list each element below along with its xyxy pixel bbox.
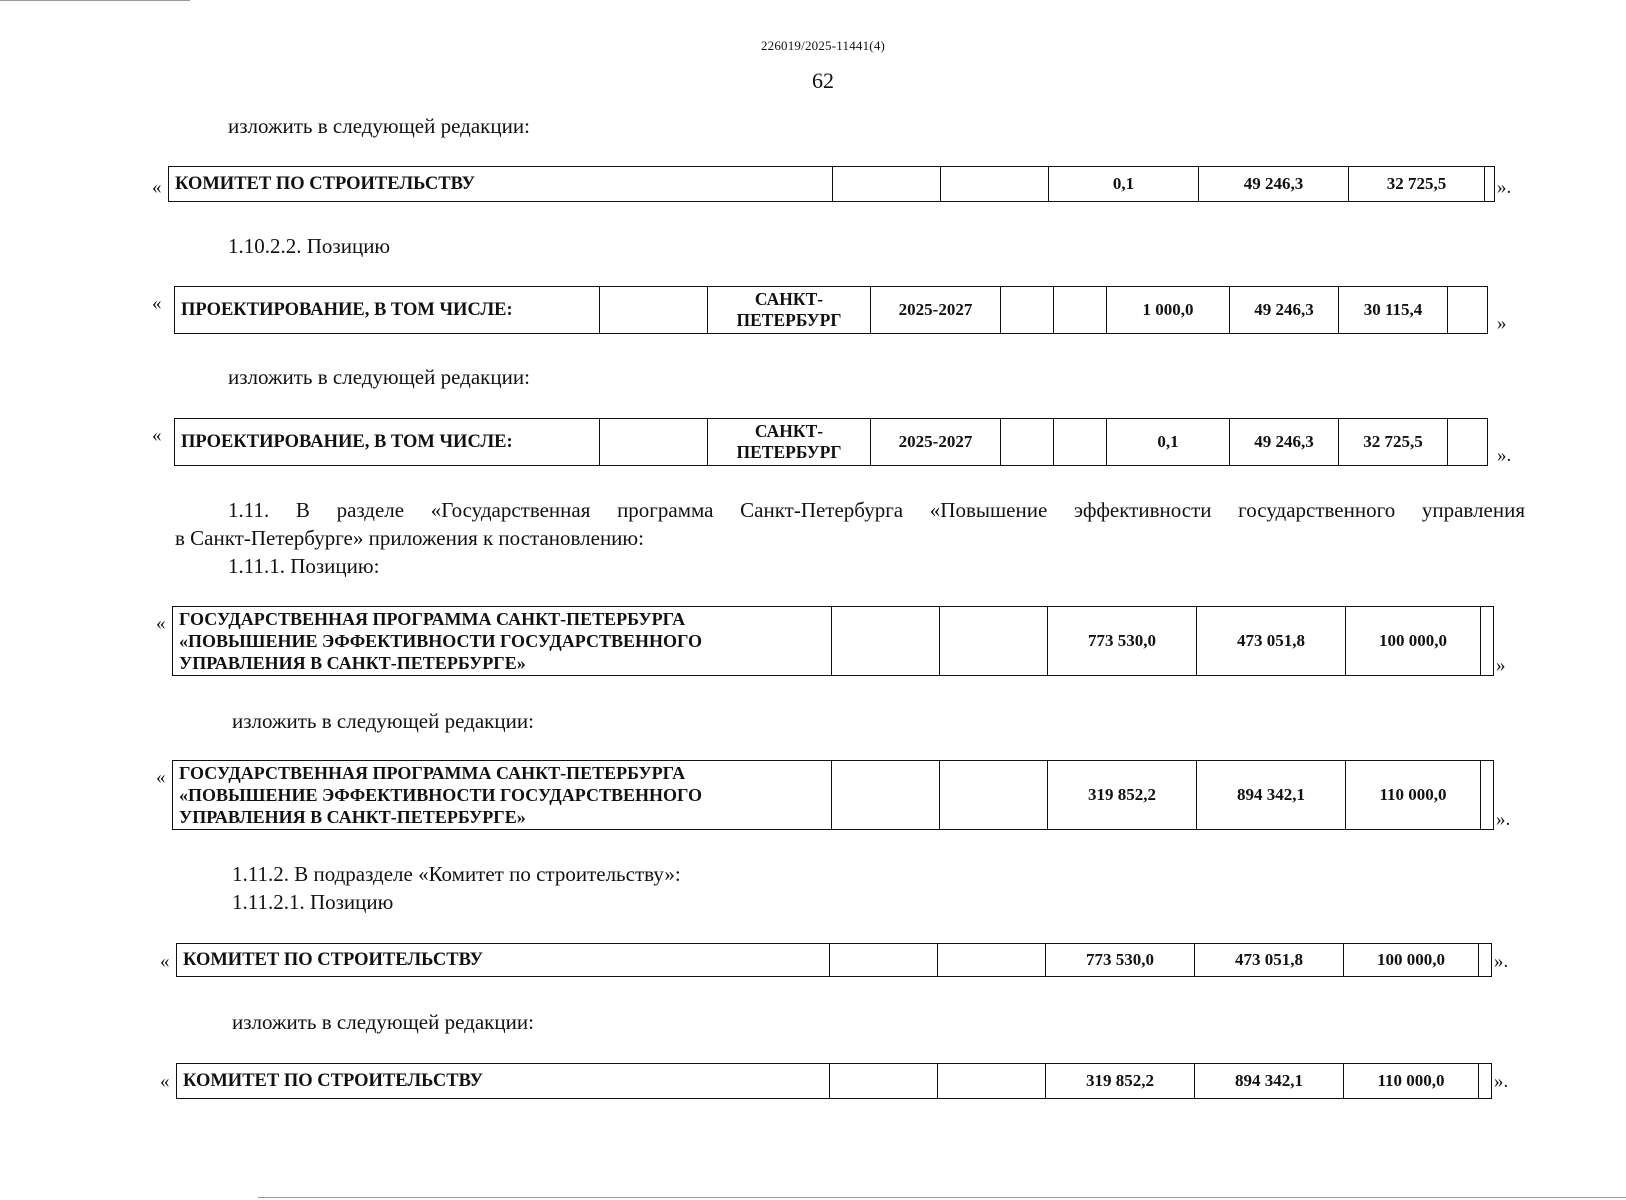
empty-cell [1448,419,1488,466]
position-name: КОМИТЕТ ПО СТРОИТЕЛЬСТВУ [169,167,833,202]
position-name: ПРОЕКТИРОВАНИЕ, В ТОМ ЧИСЛЕ: [175,287,600,334]
position-name: КОМИТЕТ ПО СТРОИТЕЛЬСТВУ [177,1064,830,1099]
position-name-line: «ПОВЫШЕНИЕ ЭФФЕКТИВНОСТИ ГОСУДАРСТВЕННОГО [179,785,702,805]
position-table-7 [176,1063,1492,1099]
document-number: 226019/2025-11441(4) [760,38,886,53]
page-number: 62 [812,68,834,93]
value-cell: 110 000,0 [1346,761,1481,830]
instruction-text: 1.11.2. В подразделе «Комитет по строительству»: [232,862,681,886]
empty-cell [832,607,940,676]
value-cell: 894 342,1 [1197,761,1346,830]
close-quote: » [1496,655,1506,676]
table-row [177,1064,1492,1099]
empty-cell [1054,419,1107,466]
empty-cell [1485,167,1495,202]
location-line: ПЕТЕРБУРГ [736,442,842,462]
empty-cell [832,761,940,830]
empty-cell [1479,1064,1492,1099]
open-quote: « [156,767,166,788]
value-cell: 49 246,3 [1199,167,1349,202]
empty-cell [938,944,1046,977]
location-line: САНКТ- [754,421,824,441]
table-row [169,167,1495,202]
value-cell: 473 051,8 [1195,944,1344,977]
value-cell: 0,1 [1107,419,1230,466]
value-cell: 0,1 [1049,167,1199,202]
instruction-text: изложить в следующей редакции: [232,709,534,733]
empty-cell [1001,287,1054,334]
value-cell: 100 000,0 [1344,944,1479,977]
table-row [175,419,1488,466]
empty-cell [940,607,1048,676]
value-cell: 32 725,5 [1349,167,1485,202]
empty-cell [833,167,941,202]
value-cell: 773 530,0 [1048,607,1197,676]
empty-cell [830,944,938,977]
open-quote: « [152,425,162,446]
value-cell: 894 342,1 [1195,1064,1344,1099]
value-cell: 100 000,0 [1346,607,1481,676]
years-cell: 2025-2027 [871,419,1001,466]
close-quote: ». [1496,809,1511,830]
scan-edge-top [0,0,190,1]
value-cell: 30 115,4 [1339,287,1448,334]
position-name-line: УПРАВЛЕНИЯ В САНКТ-ПЕТЕРБУРГЕ» [179,653,526,673]
empty-cell [830,1064,938,1099]
open-quote: « [152,293,162,314]
position-name-line: УПРАВЛЕНИЯ В САНКТ-ПЕТЕРБУРГЕ» [179,807,526,827]
table-row [173,761,1494,830]
position-table-3 [174,418,1488,466]
position-name: ПРОЕКТИРОВАНИЕ, В ТОМ ЧИСЛЕ: [175,419,600,466]
close-quote: ». [1494,951,1509,972]
table-row [177,944,1492,977]
empty-cell [1448,287,1488,334]
empty-cell [1054,287,1107,334]
position-name-line: ГОСУДАРСТВЕННАЯ ПРОГРАММА САНКТ-ПЕТЕРБУРГА [179,609,686,629]
location-line: ПЕТЕРБУРГ [736,310,842,330]
position-name-line: «ПОВЫШЕНИЕ ЭФФЕКТИВНОСТИ ГОСУДАРСТВЕННОГО [179,631,702,651]
value-cell: 49 246,3 [1230,419,1339,466]
close-quote: ». [1497,445,1512,466]
empty-cell [941,167,1049,202]
instruction-text: изложить в следующей редакции: [228,365,530,389]
section-paragraph-line: 1.11. В разделе «Государственная программа Санкт-Петербурга «Повышение эффективности государственного управления [228,498,1525,522]
value-cell: 773 530,0 [1046,944,1195,977]
location-cell [708,287,871,334]
value-cell: 32 725,5 [1339,419,1448,466]
empty-cell [1479,944,1492,977]
scan-edge-bottom [258,1197,1626,1198]
years-cell: 2025-2027 [871,287,1001,334]
value-cell: 473 051,8 [1197,607,1346,676]
table-row [175,287,1488,334]
value-cell: 110 000,0 [1344,1064,1479,1099]
empty-cell [600,419,708,466]
value-cell: 49 246,3 [1230,287,1339,334]
instruction-text: 1.11.2.1. Позицию [232,890,394,914]
position-table-6 [176,943,1492,977]
position-table-4 [172,606,1494,676]
position-table-1 [168,166,1495,202]
empty-cell [1481,761,1494,830]
instruction-text: изложить в следующей редакции: [228,114,530,138]
position-name-line: ГОСУДАРСТВЕННАЯ ПРОГРАММА САНКТ-ПЕТЕРБУРГА [179,763,686,783]
close-quote: ». [1497,177,1512,198]
location-line: САНКТ- [754,289,824,309]
empty-cell [1481,607,1494,676]
position-name: КОМИТЕТ ПО СТРОИТЕЛЬСТВУ [177,944,830,977]
value-cell: 319 852,2 [1048,761,1197,830]
empty-cell [600,287,708,334]
position-name [173,607,832,676]
instruction-text: 1.11.1. Позицию: [228,554,380,578]
position-name [173,761,832,830]
instruction-text: изложить в следующей редакции: [232,1010,534,1034]
section-paragraph-line: в Санкт-Петербурге» приложения к постановлению: [175,526,644,550]
value-cell: 319 852,2 [1046,1064,1195,1099]
close-quote: » [1497,313,1507,334]
open-quote: « [156,613,166,634]
open-quote: « [160,1071,170,1092]
open-quote: « [160,951,170,972]
value-cell: 1 000,0 [1107,287,1230,334]
empty-cell [938,1064,1046,1099]
position-table-2 [174,286,1488,334]
close-quote: ». [1494,1071,1509,1092]
instruction-text: 1.10.2.2. Позицию [228,234,391,258]
location-cell [708,419,871,466]
table-row [173,607,1494,676]
position-table-5 [172,760,1494,830]
empty-cell [940,761,1048,830]
open-quote: « [152,177,162,198]
empty-cell [1001,419,1054,466]
